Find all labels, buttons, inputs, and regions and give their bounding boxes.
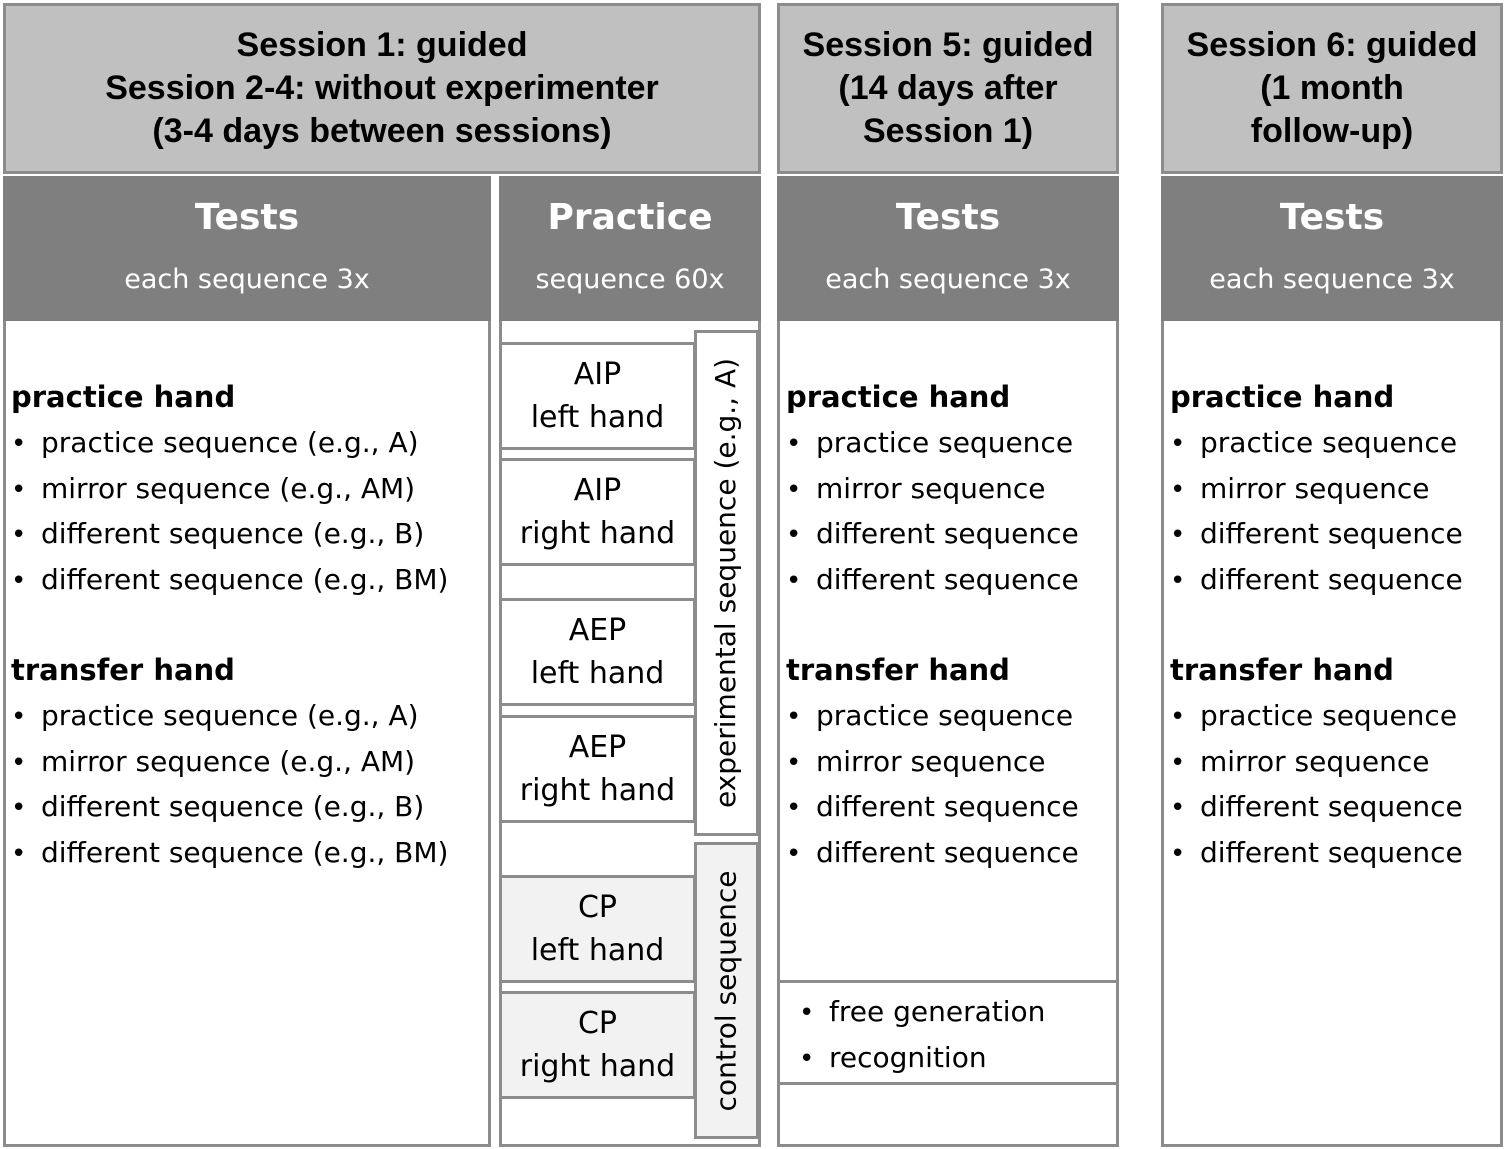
tests-list-session-5 <box>786 374 1116 875</box>
condition-cp-left-hand <box>499 875 696 983</box>
condition-aip-left-hand <box>499 342 696 450</box>
condition-cp-right-hand <box>499 991 696 1099</box>
condition-hand: left hand <box>530 400 665 435</box>
practice-title: Practice <box>547 197 713 238</box>
tests-title: Tests <box>1279 197 1385 238</box>
condition-hand: right hand <box>519 773 676 808</box>
experimental-sequence-label: experimental sequence (e.g., A) <box>709 357 743 809</box>
condition-aep-right-hand <box>499 715 696 823</box>
list-item: • different sequence <box>1170 835 1463 869</box>
condition-hand: left hand <box>530 933 665 968</box>
list-item: • practice sequence (e.g., A) <box>11 699 419 732</box>
list-item: • different sequence <box>786 517 1079 550</box>
list-item: • practice sequence (e.g., A) <box>11 426 419 459</box>
tests-list-session-6 <box>1170 374 1500 875</box>
condition-name: AEP <box>568 730 627 765</box>
practice-hand-heading: practice hand <box>786 380 1011 414</box>
list-item: • different sequence (e.g., BM) <box>11 835 449 869</box>
session-2-4-line: Session 2-4: without experimenter <box>105 69 659 107</box>
practice-header <box>499 176 761 321</box>
list-item: • practice sequence <box>1170 699 1458 732</box>
tests-header-session-5 <box>777 176 1119 321</box>
session-6-line-2: (1 month <box>1260 69 1404 107</box>
condition-name: CP <box>577 890 618 925</box>
list-item: • practice sequence <box>786 426 1074 459</box>
practice-hand-heading: practice hand <box>11 380 236 414</box>
session-5-line-3: Session 1) <box>862 112 1034 150</box>
tests-title: Tests <box>194 197 300 238</box>
tests-list-sessions-1-4 <box>11 374 487 875</box>
transfer-hand-heading: transfer hand <box>11 653 235 687</box>
list-item: • different sequence (e.g., B) <box>11 517 425 550</box>
list-item: • different sequence (e.g., BM) <box>11 562 449 596</box>
list-item: • different sequence <box>786 562 1079 596</box>
session-5-header <box>777 3 1119 174</box>
list-item: • free generation <box>799 995 1046 1028</box>
list-item: • mirror sequence (e.g., AM) <box>11 744 416 778</box>
list-item: • mirror sequence <box>786 471 1046 505</box>
tests-header-sessions-1-4 <box>3 176 491 321</box>
condition-name: CP <box>577 1006 618 1041</box>
list-item: • different sequence <box>1170 790 1463 823</box>
experimental-sequence-bracket <box>694 330 759 836</box>
list-item: • mirror sequence <box>1170 744 1430 778</box>
session-5-line-1: Session 5: guided <box>802 26 1094 64</box>
session-interval-line: (3-4 days between sessions) <box>152 112 612 150</box>
list-item: • different sequence (e.g., B) <box>11 790 425 823</box>
list-item: • recognition <box>799 1040 987 1074</box>
session-1-line: Session 1: guided <box>236 26 528 64</box>
condition-name: AIP <box>573 473 622 508</box>
condition-name: AIP <box>573 357 622 392</box>
list-item: • mirror sequence <box>786 744 1046 778</box>
transfer-hand-heading: transfer hand <box>1170 653 1394 687</box>
session-6-line-3: follow-up) <box>1250 112 1414 150</box>
list-item: • different sequence <box>786 790 1079 823</box>
condition-name: AEP <box>568 613 627 648</box>
condition-aip-right-hand <box>499 458 696 566</box>
tests-subtitle: each sequence 3x <box>1209 264 1455 295</box>
session-1-4-header <box>3 3 761 174</box>
list-item: • practice sequence <box>786 699 1074 732</box>
list-item: • mirror sequence (e.g., AM) <box>11 471 416 505</box>
list-item: • different sequence <box>786 835 1079 869</box>
list-item: • different sequence <box>1170 562 1463 596</box>
control-sequence-label: control sequence <box>709 870 743 1111</box>
list-item: • practice sequence <box>1170 426 1458 459</box>
control-sequence-bracket <box>694 842 759 1139</box>
session-6-header <box>1161 3 1503 174</box>
additional-tests-box <box>777 980 1119 1085</box>
condition-aep-left-hand <box>499 598 696 706</box>
practice-subtitle: sequence 60x <box>535 264 725 295</box>
condition-hand: right hand <box>519 1049 676 1084</box>
tests-header-session-6 <box>1161 176 1503 321</box>
condition-hand: right hand <box>519 516 676 551</box>
practice-hand-heading: practice hand <box>1170 380 1395 414</box>
tests-subtitle: each sequence 3x <box>825 264 1071 295</box>
session-5-line-2: (14 days after <box>838 69 1058 107</box>
tests-subtitle: each sequence 3x <box>124 264 370 295</box>
session-6-line-1: Session 6: guided <box>1186 26 1478 64</box>
list-item: • different sequence <box>1170 517 1463 550</box>
tests-title: Tests <box>895 197 1001 238</box>
transfer-hand-heading: transfer hand <box>786 653 1010 687</box>
condition-hand: left hand <box>530 656 665 691</box>
list-item: • mirror sequence <box>1170 471 1430 505</box>
